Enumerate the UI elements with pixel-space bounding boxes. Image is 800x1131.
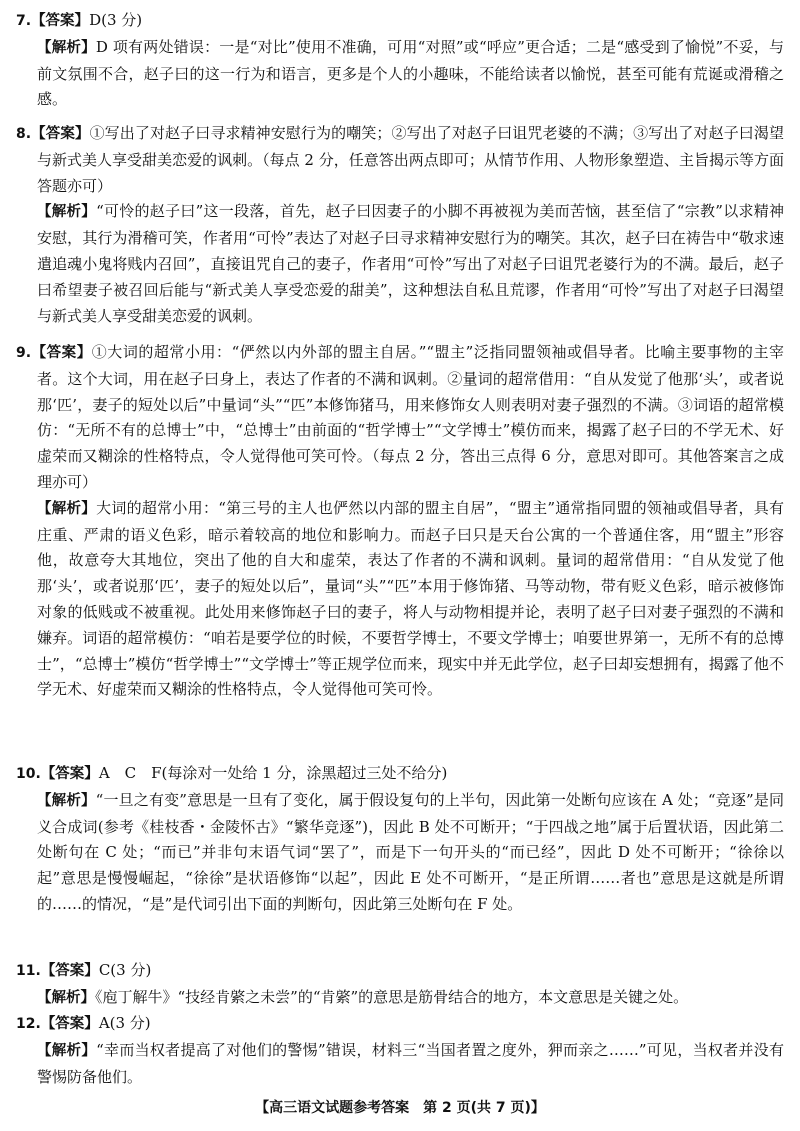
answer-tag: 【答案】	[40, 1016, 99, 1032]
answer-line	[8, 340, 784, 496]
analysis-text: 《庖丁解牛》“技经肯綮之未尝”的“肯綮”的意思是筋骨结合的地方，本文意思是关键之处。	[95, 987, 689, 1006]
answer-text: ①写出了对赵子曰寻求精神安慰行为的嘲笑；②写出了对赵子曰诅咒老婆的不满；③写出了对赵子曰渴望与新式美人享受甜美恋爱的讽刺。（每点 2 分，任意答出两点即可；从情节作用、人物形象塑造、主旨揭示等方面答题亦可）	[37, 124, 784, 195]
analysis-text: “可怜的赵子曰”这一段落，首先，赵子曰因妻子的小脚不再被视为美而苦恼，甚至信了“宗教”以求精神安慰，其行为滑稽可笑，作者用“可怜”表达了对赵子曰寻求精神安慰行为的嘲笑。其次，赵子曰在祷告中“敬求速遣追魂小鬼将贱内召回”，直接诅咒自己的妻子，作者用“可怜”写出了对赵子曰诅咒老婆行为的不满。最后，赵子曰希望妻子被召回后能与“新式美人享受恋爱的甜美”，这种想法自私且荒谬，作者用“可怜”写出了对赵子曰渴望与新式美人享受甜美恋爱的讽刺。	[37, 202, 785, 325]
analysis-text: “一旦之有变”意思是一旦有了变化，属于假设复句的上半句，因此第一处断句应该在 A 处；“竞逐”是同义合成词(参考《桂枝香・金陵怀古》“繁华竞逐”)，因此 B 处不可断开；“于四战之地”属于后置状语，因此第二处断句在 C 处；“而已”并非句末语气词“罢了”，而是下一句开头的“而已经”，因此 D 处不可断开；“徐徐以起”意思是慢慢崛起，“徐徐”是状语修饰“以起”，因此 E 处不可断开，“是正所谓……者也”意思是这就是所谓的……的情况，“是”是代词引出下面的判断句，因此第三处断句在 F 处。	[37, 790, 784, 913]
page-footer: 【高三语文试题参考答案 第 2 页(共 7 页)】	[255, 1100, 545, 1116]
answer-tag: 【答案】	[31, 126, 90, 142]
analysis-tag: 【解析】	[37, 204, 97, 221]
question-10	[8, 761, 784, 918]
question-8	[8, 121, 784, 329]
question-number: 11.	[16, 963, 41, 979]
question-number: 9.	[16, 345, 32, 361]
analysis-paragraph	[8, 1038, 784, 1091]
answer-text: C(3 分)	[98, 961, 152, 979]
analysis-text: 大词的超常小用：“第三号的主人也俨然以内部的盟主自居”，“盟主”通常指同盟的领袖或倡导者，具有庄重、严肃的语义色彩，暗示着较高的地位和影响力。而赵子曰只是天台公寓的一个普通住客，用“盟主”形容他，故意夸大其地位，突出了他的自大和虚荣，表达了作者的不满和讽刺。量词的超常借用：“自从发觉了他那‘头’，或者说那‘匹’，妻子的短处以后”，量词“头”“匹”本用于修饰猪、马等动物，带有贬义色彩，暗示被修饰对象的低贱或不被重视。此处用来修饰赵子曰的妻子，将人与动物相提并论，表明了赵子曰对妻子强烈的不满和嫌弃。词语的超常模仿：“咱若是要学位的时候，不要哲学博士，不要文学博士；咱要世界第一，无所不有的总博士”，“总博士”模仿“哲学博士”“文学博士”等正规学位而来，现实中并无此学位，赵子曰却妄想拥有，揭露了他不学无术、好虚荣而又糊涂的性格特点，令人觉得他可笑可怜。	[37, 498, 785, 699]
answer-text: D(3 分)	[89, 11, 143, 29]
question-7	[8, 8, 784, 113]
analysis-paragraph	[8, 35, 784, 113]
analysis-paragraph	[8, 199, 784, 329]
question-9	[8, 340, 784, 703]
question-number: 12.	[16, 1016, 41, 1032]
analysis-paragraph	[8, 788, 784, 918]
question-11	[8, 958, 784, 1012]
answer-line	[8, 761, 784, 788]
answer-text: ①大词的超常小用：“俨然以内外部的盟主自居。”“盟主”泛指同盟领袖或倡导者。比喻主要事物的主宰者。这个大词，用在赵子曰身上，表达了作者的不满和讽刺。②量词的超常借用：“自从发觉了他那‘头’，或者说那‘匹’，妻子的短处以后”中量词“头”“匹”本修饰猪马，用来修饰女人则表明对妻子强烈的不满。③词语的超常模仿：“无所不有的总博士”中，“总博士”由前面的“哲学博士”“文学博士”模仿而来，揭露了赵子曰的不学无术、好虚荣而又糊涂的性格特点，令人觉得他可笑可怜。（每点 2 分，答出三点得 6 分，意思对即可。其他答案言之成理亦可）	[37, 343, 785, 491]
analysis-tag: 【解析】	[37, 500, 97, 517]
analysis-tag: 【解析】	[37, 989, 95, 1006]
question-number: 8.	[16, 126, 32, 142]
analysis-tag: 【解析】	[37, 792, 96, 809]
answer-line	[8, 958, 784, 985]
answer-tag: 【答案】	[31, 345, 92, 361]
analysis-paragraph	[8, 985, 784, 1012]
answer-text: A C F(每涂对一处给 1 分，涂黑超过三处不给分)	[98, 764, 448, 782]
answer-line	[8, 8, 784, 35]
analysis-tag: 【解析】	[37, 1042, 97, 1059]
analysis-tag: 【解析】	[37, 39, 96, 56]
question-number: 7.	[16, 13, 32, 29]
answer-text: A(3 分)	[98, 1014, 151, 1032]
question-12	[8, 1011, 784, 1090]
answer-line	[8, 121, 784, 199]
analysis-text: “幸而当权者提高了对他们的警惕”错误，材料三“当国者置之度外，狎而亲之……”可见，当权者并没有警惕防备他们。	[37, 1040, 784, 1086]
analysis-paragraph	[8, 496, 784, 703]
question-number: 10.	[16, 766, 41, 782]
analysis-text: D 项有两处错误：一是“对比”使用不准确，可用“对照”或“呼应”更合适；二是“感受到了愉悦”不妥，与前文氛围不合，赵子曰的这一行为和语言，更多是个人的小趣味，不能给读者以愉悦，甚至可能有荒诞或滑稽之感。	[37, 37, 784, 109]
answer-tag: 【答案】	[40, 766, 99, 782]
answer-tag: 【答案】	[31, 13, 90, 29]
answer-line	[8, 1011, 784, 1038]
answer-tag: 【答案】	[40, 963, 99, 979]
